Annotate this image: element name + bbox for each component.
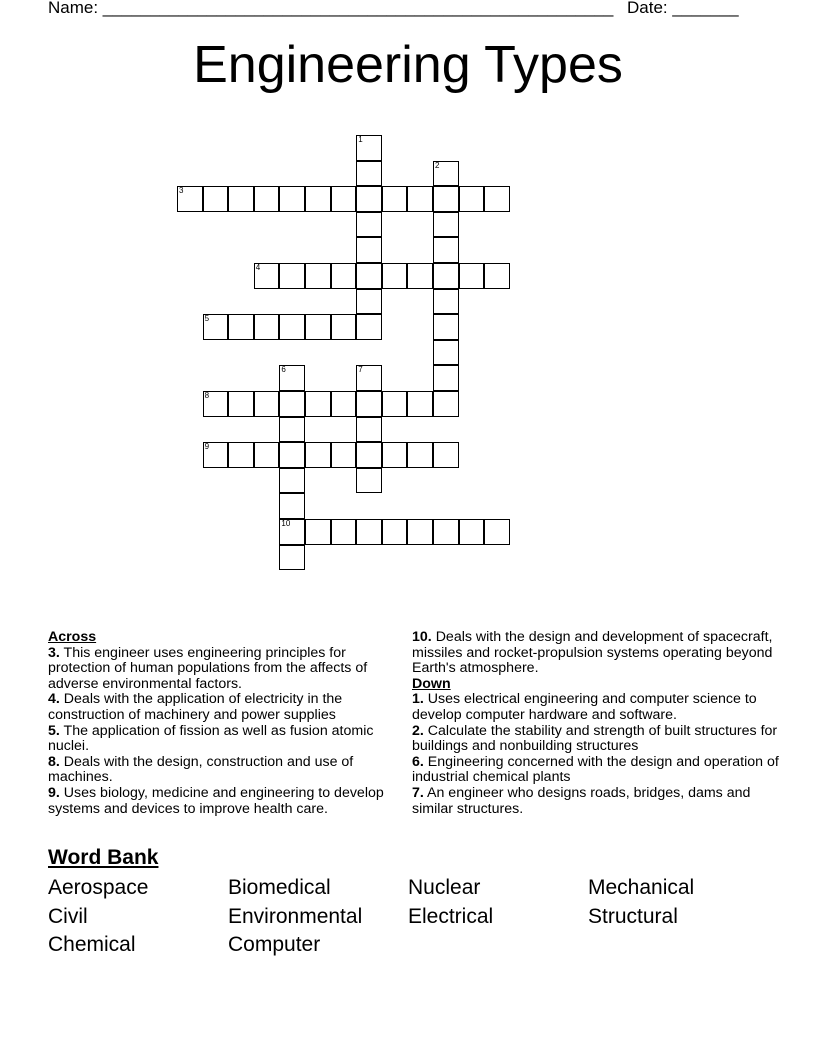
crossword-cell[interactable] xyxy=(382,442,408,468)
crossword-cell[interactable] xyxy=(382,186,408,212)
crossword-cell[interactable] xyxy=(305,314,331,340)
crossword-cell[interactable] xyxy=(484,519,510,545)
crossword-cell[interactable] xyxy=(279,493,305,519)
word-bank-item: Electrical xyxy=(408,904,494,928)
crossword-cell[interactable] xyxy=(433,263,459,289)
crossword-cell[interactable] xyxy=(382,519,408,545)
word-bank-item: Chemical xyxy=(48,933,136,956)
clues-column-right xyxy=(412,630,784,817)
word-bank-item: Environmental xyxy=(228,904,363,928)
crossword-cell[interactable] xyxy=(356,135,382,161)
crossword-cell[interactable] xyxy=(382,263,408,289)
crossword-cell[interactable] xyxy=(407,263,433,289)
crossword-cell[interactable] xyxy=(356,442,382,468)
crossword-cell[interactable] xyxy=(356,417,382,443)
crossword-cell[interactable] xyxy=(305,263,331,289)
crossword-cell[interactable] xyxy=(356,186,382,212)
crossword-cell[interactable] xyxy=(203,314,229,340)
crossword-cell[interactable] xyxy=(356,391,382,417)
clue-number: 8 xyxy=(204,391,210,400)
crossword-cell[interactable] xyxy=(433,186,459,212)
crossword-cell[interactable] xyxy=(484,263,510,289)
crossword-cell[interactable] xyxy=(279,442,305,468)
clue-across-4: 4. Deals with the application of electricity in the construction of machinery and power supplies xyxy=(48,691,343,723)
clues-column-left xyxy=(48,630,408,817)
crossword-cell[interactable] xyxy=(407,442,433,468)
clue-down-6: 6. Engineering concerned with the design and operation of industrial chemical plants xyxy=(412,753,779,786)
crossword-cell[interactable] xyxy=(433,442,459,468)
crossword-cell[interactable] xyxy=(203,442,229,468)
crossword-cell[interactable] xyxy=(177,186,203,212)
word-bank-item: Mechanical xyxy=(588,876,695,899)
name-field[interactable]: Name: ______________________________________________________ xyxy=(48,0,614,17)
word-bank-item: Civil xyxy=(48,904,88,928)
crossword-cell[interactable] xyxy=(382,391,408,417)
down-heading: Down xyxy=(412,675,451,692)
crossword-cell[interactable] xyxy=(228,314,254,340)
crossword-cell[interactable] xyxy=(356,212,382,238)
crossword-cell[interactable] xyxy=(459,263,485,289)
crossword-cell[interactable] xyxy=(331,442,357,468)
across-heading: Across xyxy=(48,629,97,645)
crossword-cell[interactable] xyxy=(254,314,280,340)
crossword-cell[interactable] xyxy=(433,365,459,391)
clue-down-2: 2. Calculate the stability and strength of built structures for buildings and nonbuilding structures xyxy=(412,722,778,755)
crossword-cell[interactable] xyxy=(254,391,280,417)
clue-across-10: 10. Deals with the design and development of spacecraft, missiles and rocket-propulsion systems operating beyond Earth's atmosphere. xyxy=(412,629,773,677)
crossword-cell[interactable] xyxy=(254,442,280,468)
clue-number: 9 xyxy=(204,442,210,452)
crossword-cell[interactable] xyxy=(331,263,357,289)
word-bank-item: Biomedical xyxy=(228,876,331,899)
clue-across-5: 5. The application of fission as well as fusion atomic nuclei. xyxy=(48,722,374,755)
clue-number: 3 xyxy=(179,186,184,196)
crossword-cell[interactable] xyxy=(228,186,254,212)
crossword-cell[interactable] xyxy=(407,186,433,212)
crossword-cell[interactable] xyxy=(305,391,331,417)
crossword-cell[interactable] xyxy=(279,314,305,340)
page-title: Engineering Types xyxy=(193,36,623,94)
clue-across-3: 3. This engineer uses engineering principles for protection of human populations from the affects of adverse environmental factors. xyxy=(48,644,368,692)
crossword-cell[interactable] xyxy=(356,519,382,545)
crossword-cell[interactable] xyxy=(305,442,331,468)
crossword-cell[interactable] xyxy=(279,545,305,571)
crossword-cell[interactable] xyxy=(305,519,331,545)
clue-number: 6 xyxy=(281,365,286,375)
crossword-cell[interactable] xyxy=(279,417,305,443)
word-bank xyxy=(48,874,768,960)
crossword-cell[interactable] xyxy=(331,519,357,545)
crossword-cell[interactable] xyxy=(459,519,485,545)
crossword-cell[interactable] xyxy=(331,391,357,417)
crossword-cell[interactable] xyxy=(279,391,305,417)
word-bank-item: Structural xyxy=(588,904,678,928)
crossword-cell[interactable] xyxy=(331,314,357,340)
crossword-cell[interactable] xyxy=(228,442,254,468)
crossword-cell[interactable] xyxy=(279,365,305,391)
clue-across-8: 8. Deals with the design, construction and use of machines. xyxy=(48,753,354,786)
word-bank-item: Aerospace xyxy=(48,876,149,899)
crossword-cell[interactable] xyxy=(279,468,305,494)
clue-number: 7 xyxy=(358,365,363,375)
crossword-cell[interactable] xyxy=(459,186,485,212)
clue-down-1: 1. Uses electrical engineering and computer science to develop computer hardware and software. xyxy=(412,691,757,723)
crossword-cell[interactable] xyxy=(433,340,459,366)
crossword-cell[interactable] xyxy=(433,212,459,238)
crossword-cell[interactable] xyxy=(407,519,433,545)
clue-number: 2 xyxy=(435,160,440,170)
crossword-cell[interactable] xyxy=(331,186,357,212)
crossword-cell[interactable] xyxy=(279,519,305,545)
crossword-cell[interactable] xyxy=(433,237,459,263)
crossword-cell[interactable] xyxy=(356,468,382,494)
clue-number: 5 xyxy=(204,314,210,324)
word-bank-item: Nuclear xyxy=(408,876,481,899)
clue-number: 10 xyxy=(281,519,291,528)
crossword-cell[interactable] xyxy=(433,391,459,417)
date-field[interactable]: Date: _______ xyxy=(627,0,739,17)
crossword-cell[interactable] xyxy=(254,263,280,289)
crossword-cell[interactable] xyxy=(254,186,280,212)
crossword-cell[interactable] xyxy=(203,186,229,212)
crossword-cell[interactable] xyxy=(356,237,382,263)
crossword-cell[interactable] xyxy=(484,186,510,212)
clue-down-7: 7. An engineer who designs roads, bridges, dams and similar structures. xyxy=(412,784,751,817)
crossword-cell[interactable] xyxy=(279,263,305,289)
crossword-cell[interactable] xyxy=(433,314,459,340)
crossword-cell[interactable] xyxy=(356,263,382,289)
crossword-cell[interactable] xyxy=(279,186,305,212)
crossword-cell[interactable] xyxy=(356,161,382,187)
crossword-cell[interactable] xyxy=(433,519,459,545)
crossword-cell[interactable] xyxy=(407,391,433,417)
word-bank-title: Word Bank xyxy=(48,846,159,869)
crossword-cell[interactable] xyxy=(305,186,331,212)
word-bank-item: Computer xyxy=(228,933,321,956)
crossword-cell[interactable] xyxy=(433,289,459,315)
crossword-cell[interactable] xyxy=(228,391,254,417)
clue-across-9: 9. Uses biology, medicine and engineering to develop systems and devices to improve health care. xyxy=(48,784,384,817)
crossword-cell[interactable] xyxy=(203,391,229,417)
crossword-cell[interactable] xyxy=(356,365,382,391)
crossword-cell[interactable] xyxy=(433,161,459,187)
crossword-cell[interactable] xyxy=(356,314,382,340)
clue-number: 1 xyxy=(358,135,363,144)
clue-number: 4 xyxy=(255,263,261,272)
crossword-cell[interactable] xyxy=(356,289,382,315)
